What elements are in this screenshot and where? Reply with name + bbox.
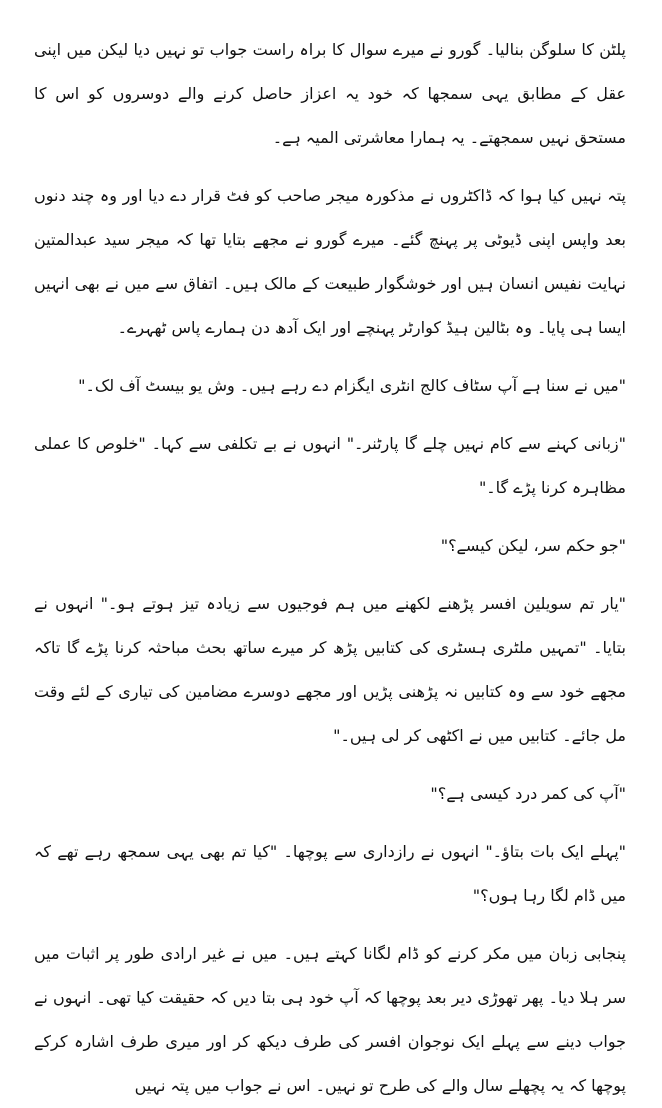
paragraph: "یار تم سویلین افسر پڑھنے لکھنے میں ہم فوجیوں سے زیادہ تیز ہوتے ہو۔" انہوں نے بتایا۔ "تمہیں ملٹری ہسٹری کی کتابیں پڑھ کر میرے ساتھ بحث مباحثہ کرنا پڑے گا تاکہ مجھے خود سے وہ کتابیں نہ پڑھنی پڑیں اور مجھے دوسرے مضامین کی تیاری کے لئے وقت مل جائے۔ کتابیں میں نے اکٹھی کر لی ہیں۔": [34, 594, 626, 745]
paragraph: "زبانی کہنے سے کام نہیں چلے گا پارٹنر۔" انہوں نے بے تکلفی سے کہا۔ "خلوص کا عملی مظاہرہ کرنا پڑے گا۔": [34, 434, 626, 497]
paragraph: "پہلے ایک بات بتاؤ۔" انہوں نے رازداری سے پوچھا۔ "کیا تم بھی یہی سمجھ رہے تھے کہ میں ڈام لگا رہا ہوں؟": [34, 842, 626, 905]
paragraph: پلٹن کا سلوگن بنالیا۔ گورو نے میرے سوال کا براہ راست جواب تو نہیں دیا لیکن میں اپنی عقل کے مطابق یہی سمجھا کہ خود یہ اعزاز حاصل کرنے والے دوسروں کو اس کا مستحق نہیں سمجھتے۔ یہ ہمارا معاشرتی المیہ ہے۔: [34, 40, 626, 147]
paragraph: پنجابی زبان میں مکر کرنے کو ڈام لگانا کہتے ہیں۔ میں نے غیر ارادی طور پر اثبات میں سر ہلا دیا۔ پھر تھوڑی دیر بعد پوچھا کہ آپ خود ہی بتا دیں کہ حقیقت کیا تھی۔ انہوں نے جواب دینے سے پہلے ایک نوجوان افسر کی طرف دیکھ کر اور میری طرف اشارہ کرکے پوچھا کہ یہ پچھلے سال والے کی طرح تو نہیں۔ اس نے جواب میں پتہ نہیں: [34, 944, 626, 1095]
paragraph: پتہ نہیں کیا ہوا کہ ڈاکٹروں نے مذکورہ میجر صاحب کو فٹ قرار دے دیا اور وہ چند دنوں بعد واپس اپنی ڈیوٹی پر پہنچ گئے۔ میرے گورو نے مجھے بتایا تھا کہ میجر سید عبدالمتین نہایت نفیس انسان ہیں اور خوشگوار طبیعت کے مالک ہیں۔ اتفاق سے میں نے بھی انہیں ایسا ہی پایا۔ وہ بٹالین ہیڈ کوارٹر پہنچے اور ایک آدھ دن ہمارے پاس ٹھہرے۔: [34, 186, 626, 337]
paragraph: "جو حکم سر، لیکن کیسے؟": [440, 536, 626, 555]
paragraph: "میں نے سنا ہے آپ سٹاف کالج انٹری ایگزام دے رہے ہیں۔ وش یو بیسٹ آف لک۔": [78, 376, 626, 395]
paragraph: "آپ کی کمر درد کیسی ہے؟": [430, 784, 626, 803]
